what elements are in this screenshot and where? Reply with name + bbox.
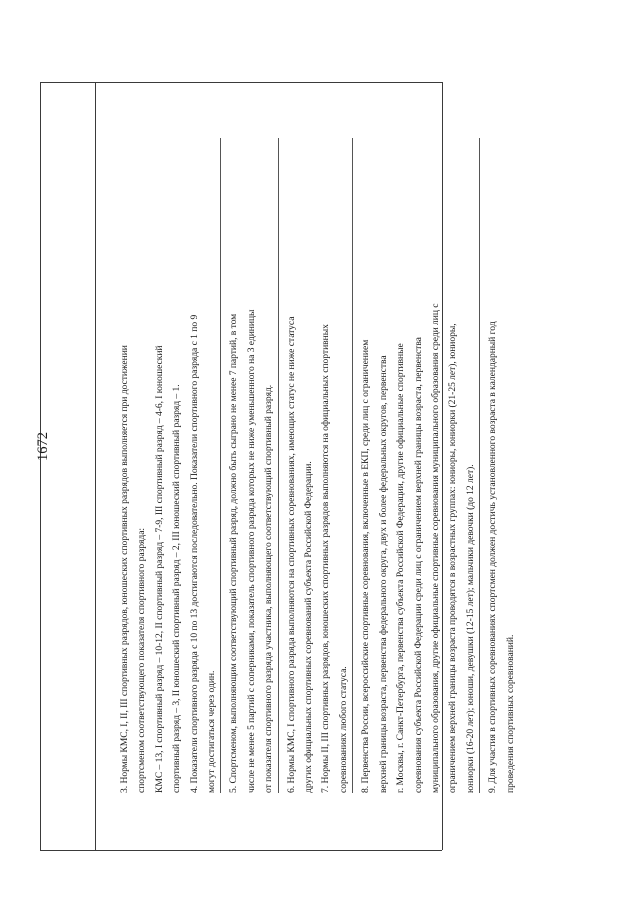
text-line: 7. Нормы II, III спортивных разрядов, юношеских спортивных разрядов выполняются на официальных спортивных: [320, 324, 332, 793]
text-line: соревнования субъекта Российской Федерации среди лиц с ограничением верхней границы возраста, первенства: [412, 337, 424, 793]
text-line: муниципального образования, другие официальные спортивные соревнования муниципального образования среди лиц с: [429, 303, 441, 793]
note-paragraph: [356, 138, 480, 793]
text-line: соревнованиях любого статуса.: [337, 666, 349, 793]
text-line: могут достигаться через один.: [206, 670, 218, 793]
notes-cell: [115, 138, 522, 793]
text-line: проведения спортивных соревнований.: [504, 634, 516, 793]
table-border-top: [40, 82, 442, 83]
text-line: ограничением верхней границы возраста проводятся в возрастных группах: юниоры, юниорки (21-25 лет), юниоры,: [447, 323, 459, 793]
text-line: 5. Спортсменом, выполняющим соответствующий спортивный разряд, должно быть сыграно не менее 7 партий, в том: [228, 313, 240, 793]
text-line: спортсменом соответствующего показателя спортивного разряда:: [136, 527, 148, 793]
table-border-left: [40, 82, 41, 850]
page-number: 1672: [35, 432, 51, 461]
text-line: спортивный разряд – 3, II юношеский спортивный разряд – 2, III юношеский спортивный разряд – 1.: [171, 384, 183, 793]
text-line: 3. Нормы КМС, I, II, III спортивных разрядов, юношеских спортивных разрядов выполняется при достижении: [119, 345, 130, 793]
note-paragraph: [115, 138, 221, 793]
text-line: 6. Нормы КМС, I спортивного разряда выполняются на спортивных соревнованиях, имеющих статус не ниже статуса: [285, 316, 297, 793]
note-paragraph: [224, 138, 278, 793]
text-line: КМС – 13, I спортивный разряд – 10-12, II спортивный разряд – 7-9, III спортивный разряд – 4-6, I юношеский: [153, 345, 165, 793]
text-line: юниорки (16-20 лет); юноши, девушки (12-15 лет); мальчики девочки (до 12 лет).: [464, 464, 476, 793]
note-paragraph: [282, 138, 354, 793]
text-line: 8. Первенства России, всероссийские спортивные соревнования, включенные в ЕКП, среди лиц с ограничением: [360, 339, 372, 793]
note-paragraph: [483, 138, 519, 793]
text-line: 9. Для участия в спортивных соревнованиях спортсмен должен достичь установленного возраста в календарный год: [487, 321, 499, 793]
rotated-page-content: [35, 138, 516, 793]
text-line: 4. Показатели спортивного разряда с 10 по 13 достигаются последовательно. Показатели спортивного разряда с 1 по 9: [188, 314, 200, 793]
text-line: других официальных спортивных соревнований субъекта Российской Федерации.: [303, 461, 315, 793]
text-line: от показателя спортивного разряда участника, выполняющего соответствующий спортивный разряд.: [263, 384, 275, 793]
text-line: числе не менее 5 партий с соперниками, показатель спортивного разряда которых не ниже уменьшенного на 3 единицы: [245, 309, 257, 793]
text-line: верхней границы возраста, первенства федерального округа, двух и более федеральных округов, первенства: [377, 355, 389, 793]
text-line: г. Москвы, г. Санкт-Петербурга, первенства субъекта Российской Федерации, другие официальные спортивные: [395, 343, 407, 793]
table-border-column: [95, 82, 96, 850]
table-border-bottom: [40, 850, 442, 851]
